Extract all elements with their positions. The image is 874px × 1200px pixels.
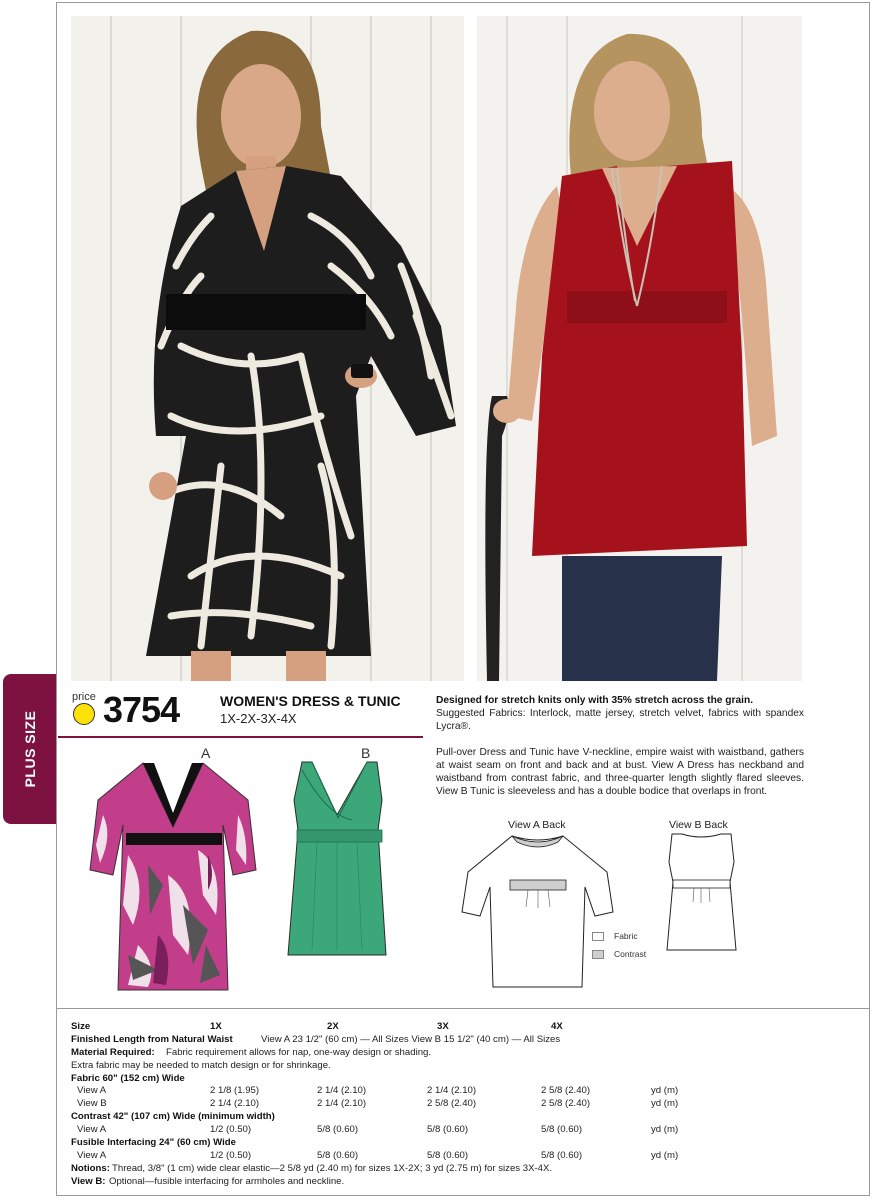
view-b-sketch bbox=[282, 760, 397, 960]
table-row: View B 2 1/4 (2.10) 2 1/4 (2.10) 2 5/8 (2.40) 2 5/8 (2.40) yd (m) bbox=[77, 1098, 679, 1110]
view-b-back-label: View B Back bbox=[669, 819, 728, 831]
material-row: Material Required: Fabric requirement allows for nap, one-way design or shading. bbox=[71, 1046, 432, 1058]
legend-contrast: Contrast bbox=[592, 949, 646, 959]
size-header-row: Size 1X 2X 3X 4X bbox=[71, 1021, 563, 1032]
price-label: price bbox=[72, 691, 96, 703]
contrast-swatch bbox=[592, 950, 604, 959]
suggested-fabrics: Suggested Fabrics: Interlock, matte jersey, stretch velvet, fabrics with spandex Lycra®. bbox=[436, 708, 804, 732]
view-a-letter: A bbox=[201, 745, 211, 761]
view-a-sketch bbox=[88, 755, 258, 995]
pattern-sizes: 1X-2X-3X-4X bbox=[220, 711, 297, 726]
notions-row: Notions: Thread, 3/8" (1 cm) wide clear elastic—2 5/8 yd (2.40 m) for sizes 1X-2X; 3 yd (2.75 m) for sizes 3X-4X. bbox=[71, 1162, 553, 1174]
photo-dress-model bbox=[71, 16, 464, 681]
fabric-swatch bbox=[592, 932, 604, 941]
table-row: View A 1/2 (0.50) 5/8 (0.60) 5/8 (0.60) 5/8 (0.60) yd (m) bbox=[77, 1149, 679, 1161]
chart-divider bbox=[57, 1008, 869, 1009]
view-b-notes-row: View B: Optional—fusible interfacing for armholes and neckline. bbox=[71, 1175, 345, 1187]
pattern-description bbox=[436, 694, 804, 811]
description-body: Pull-over Dress and Tunic have V-neckline, empire waist with waistband, gathers at waist seam on front and back and at bust. View A Dress has neckband and waistband from contrast fabric, and three-quarter length slightly flared sleeves. View B Tunic is sleeveless and has a double bodice that overlaps in front. bbox=[436, 747, 804, 797]
pattern-number: 3754 bbox=[103, 689, 180, 730]
table-row: View A 2 1/8 (1.95) 2 1/4 (2.10) 2 1/4 (2.10) 2 5/8 (2.40) yd (m) bbox=[77, 1085, 679, 1097]
price-dot-icon bbox=[73, 703, 95, 725]
view-b-back-drawing bbox=[664, 832, 739, 952]
fabric-60-header: Fabric 60" (152 cm) Wide bbox=[71, 1072, 185, 1084]
yardage-chart bbox=[71, 1021, 851, 1189]
plus-size-tab bbox=[3, 674, 56, 824]
extra-fabric-row: Extra fabric may be needed to match design or for shrinkage. bbox=[71, 1059, 331, 1071]
view-a-back-drawing bbox=[460, 832, 615, 992]
interfacing-24-header: Fusible Interfacing 24" (60 cm) Wide bbox=[71, 1137, 236, 1149]
finished-length-row: Finished Length from Natural Waist View A 23 1/2" (60 cm) — All Sizes View B 15 1/2" (40 cm) — All Sizes bbox=[71, 1033, 561, 1045]
legend-fabric: Fabric bbox=[592, 931, 638, 941]
pattern-title: WOMEN'S DRESS & TUNIC bbox=[220, 693, 401, 709]
view-b-letter: B bbox=[361, 745, 371, 761]
contrast-42-header: Contrast 42" (107 cm) Wide (minimum width) bbox=[71, 1111, 275, 1123]
plus-size-label: PLUS SIZE bbox=[21, 710, 38, 788]
view-a-back-label: View A Back bbox=[508, 819, 566, 831]
description-lead: Designed for stretch knits only with 35% stretch across the grain. bbox=[436, 695, 754, 706]
photo-tunic-model bbox=[477, 16, 802, 681]
title-divider bbox=[58, 736, 423, 738]
table-row: View A 1/2 (0.50) 5/8 (0.60) 5/8 (0.60) 5/8 (0.60) yd (m) bbox=[77, 1124, 679, 1136]
